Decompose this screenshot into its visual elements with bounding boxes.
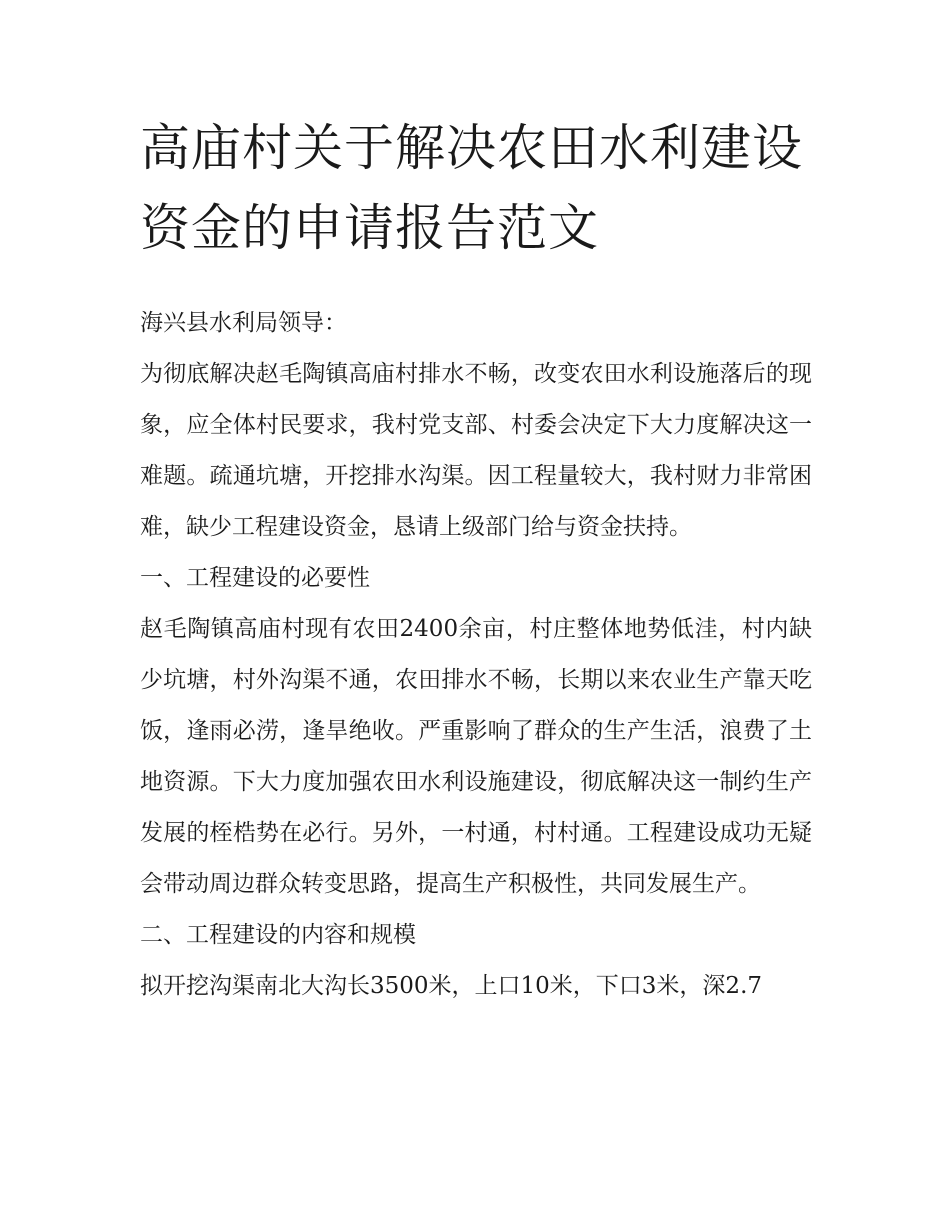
section-heading-necessity: 一、工程建设的必要性 [140,565,370,591]
necessity-paragraph: 赵毛陶镇高庙村现有农田2400余亩，村庄整体地势低洼，村内缺少坑塘，村外沟渠不通，农田排水不畅，长期以来农业生产靠天吃饭，逢雨必涝，逢旱绝收。严重影响了群众的生产生活，浪费了土地资源。下大力度加强农田水利设施建设，彻底解决这一制约生产发展的桎梏势在必行。另外，一村通，村村通。工程建设成功无疑会带动周边群众转变思路，提高生产积极性，共同发展生产。 [140,616,812,897]
document-page [140,108,812,1012]
scope-paragraph: 拟开挖沟渠南北大沟长3500米，上口10米，下口3米，深2.7 [140,973,763,999]
document-body [140,298,812,1012]
intro-paragraph: 为彻底解决赵毛陶镇高庙村排水不畅，改变农田水利设施落后的现象，应全体村民要求，我村党支部、村委会决定下大力度解决这一难题。疏通坑塘，开挖排水沟渠。因工程量较大，我村财力非常困难，缺少工程建设资金，恳请上级部门给与资金扶持。 [140,361,812,540]
document-title: 高庙村关于解决农田水利建设资金的申请报告范文 [140,119,803,257]
salutation: 海兴县水利局领导： [140,310,347,336]
section-heading-scope: 二、工程建设的内容和规模 [140,922,416,948]
